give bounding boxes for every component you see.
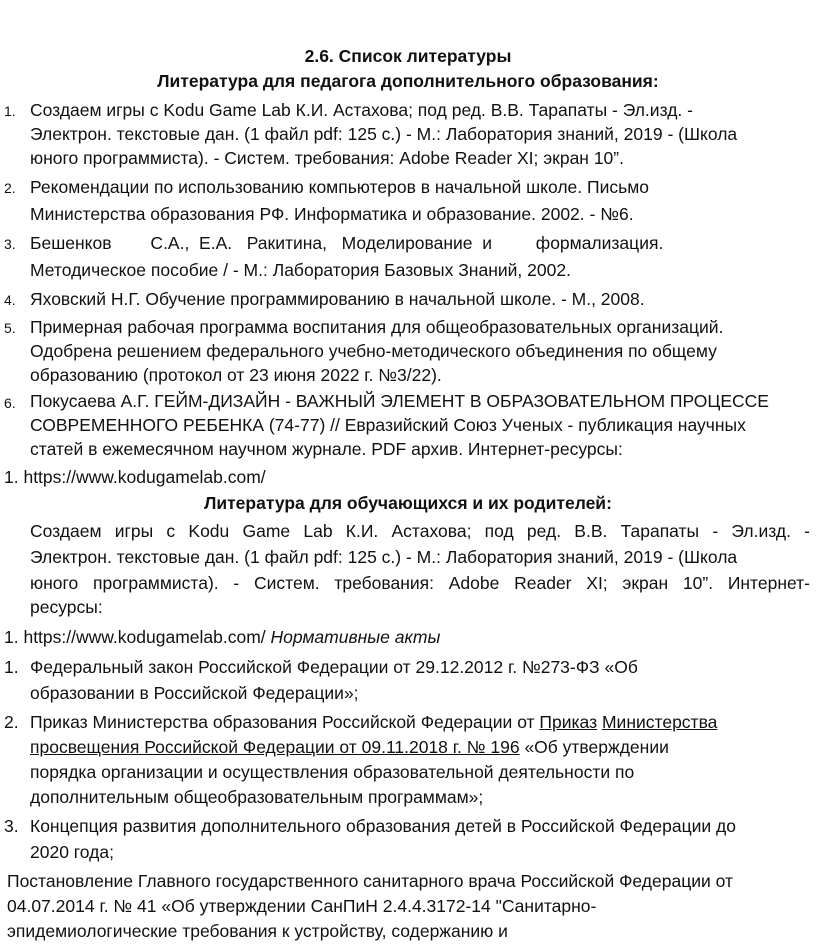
text-span: «Об утверждении <box>519 737 669 757</box>
list-item-line: дополнительным общеобразовательным программам»; <box>30 787 484 807</box>
list-number: 2. <box>4 180 16 196</box>
list-item-line: Методическое пособие / - М.: Лаборатория Базовых Знаний, 2002. <box>30 260 571 280</box>
list-number: 5. <box>4 320 16 336</box>
list-item-line: образовании в Российской Федерации»; <box>30 683 359 703</box>
page-title: 2.6. Список литературы <box>304 46 512 66</box>
paragraph-line: юного программиста). - Систем. требования: Adobe Reader XI; экран 10”. Интернет- <box>30 573 810 593</box>
list-item-line: Яховский Н.Г. Обучение программированию в начальной школе. - М., 2008. <box>30 289 645 309</box>
internet-resource-line <box>4 625 440 649</box>
list-number: 6. <box>4 395 16 411</box>
normative-acts-heading: Нормативные акты <box>270 627 441 647</box>
text-span: Приказ Министерства образования Российской Федерации от <box>30 712 540 732</box>
list-item-line: Бешенков С.А., Е.А. Ракитина, Моделирование и формализация. <box>30 233 664 253</box>
list-item-line: СОВРЕМЕННОГО РЕБЕНКА (74-77) // Евразийский Союз Ученых - публикация научных <box>30 415 746 435</box>
order-link[interactable]: Приказ <box>539 712 598 732</box>
ministry-link[interactable]: Министерства <box>601 712 718 732</box>
list-item-line: 2020 года; <box>30 842 114 862</box>
list-item-line: юного программиста). - Систем. требования: Adobe Reader XI; экран 10”. <box>30 148 624 168</box>
list-item-line <box>30 710 717 734</box>
list-number: 3. <box>4 816 19 836</box>
internet-resource-link[interactable]: 1. https://www.kodugamelab.com/ <box>4 467 266 487</box>
list-item-line: Покусаева А.Г. ГЕЙМ-ДИЗАЙН - ВАЖНЫЙ ЭЛЕМЕНТ В ОБРАЗОВАТЕЛЬНОМ ПРОЦЕССЕ <box>30 391 769 411</box>
internet-resource-link[interactable]: 1. https://www.kodugamelab.com/ <box>4 627 271 647</box>
paragraph-line: Создаем игры с Kodu Game Lab К.И. Астахова; под ред. В.В. Тарапаты - Эл.изд. - <box>30 521 810 541</box>
list-item-line: Федеральный закон Российской Федерации от 29.12.2012 г. №273-ФЗ «Об <box>30 657 638 677</box>
paragraph-line: эпидемиологические требования к устройству, содержанию и <box>7 921 508 941</box>
list-item-line <box>30 735 669 759</box>
paragraph-line: ресурсы: <box>30 597 103 617</box>
list-number: 4. <box>4 292 16 308</box>
list-item-line: Примерная рабочая программа воспитания для общеобразовательных организаций. <box>30 317 724 337</box>
list-item-line: Концепция развития дополнительного образования детей в Российской Федерации до <box>30 816 736 836</box>
paragraph-line: 04.07.2014 г. № 41 «Об утверждении СанПиН 2.4.4.3172-14 "Санитарно- <box>7 896 597 916</box>
list-number: 1. <box>4 103 16 119</box>
paragraph-line: Постановление Главного государственного санитарного врача Российской Федерации от <box>7 871 733 891</box>
list-number: 2. <box>4 712 19 732</box>
list-item-line: Министерства образования РФ. Информатика и образование. 2002. - №6. <box>30 204 634 224</box>
paragraph-line: Электрон. текстовые дан. (1 файл pdf: 125 с.) - М.: Лаборатория знаний, 2019 - (Школа <box>30 547 738 567</box>
list-item-line: Рекомендации по использованию компьютеров в начальной школе. Письмо <box>30 177 650 197</box>
list-item-line: Создаем игры с Kodu Game Lab К.И. Астахова; под ред. В.В. Тарапаты - Эл.изд. - <box>30 100 693 120</box>
list-item-line: порядка организации и осуществления образовательной деятельности по <box>30 762 635 782</box>
list-item-line: статей в ежемесячном научном журнале. PDF архив. Интернет-ресурсы: <box>30 439 623 459</box>
section-heading-students: Литература для обучающихся и их родителей: <box>204 493 612 513</box>
list-item-line: Одобрена решением федерального учебно-методического объединения по общему <box>30 341 717 361</box>
list-number: 1. <box>4 657 19 677</box>
section-heading-teacher: Литература для педагога дополнительного образования: <box>157 71 659 91</box>
list-item-line: Электрон. текстовые дан. (1 файл pdf: 125 с.) - М.: Лаборатория знаний, 2019 - (Школа <box>30 124 738 144</box>
list-number: 3. <box>4 236 16 252</box>
ministry-order-link[interactable]: просвещения Российской Федерации от 09.11.2018 г. № 196 <box>30 737 520 757</box>
list-item-line: образованию (протокол от 23 июня 2022 г. №3/22). <box>30 365 442 385</box>
